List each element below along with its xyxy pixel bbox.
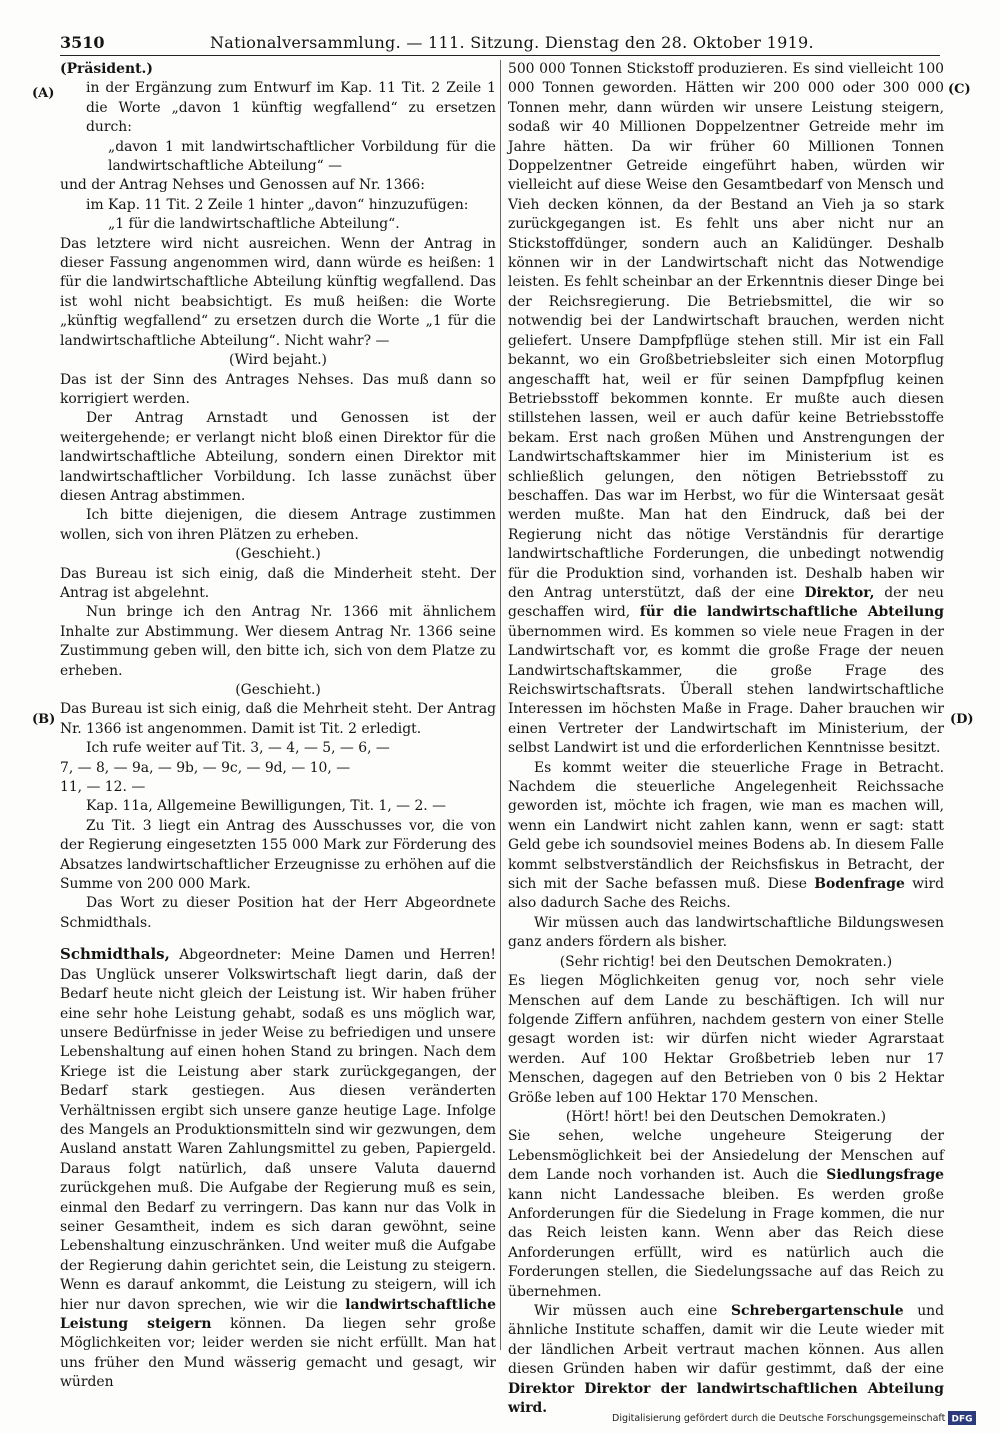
speech-text: und ähnliche Institute schaffen, damit wir die Leute wieder mit der ländlichen Arbeit vertraut machen können. Aus allen diesen Gründen haben wir dafür gestimmt, daß der eine xyxy=(508,1303,944,1378)
emphasis: Direktor Direktor der landwirtschaftlichen Abteilung wird. xyxy=(508,1380,944,1417)
page-number: 3510 xyxy=(60,33,105,52)
interjection: (Hört! hört! bei den Deutschen Demokraten.) xyxy=(565,1108,887,1125)
motion-text: im Kap. 11 Tit. 2 Zeile 1 hinter „davon“ hinzuzufügen: xyxy=(86,196,469,213)
paragraph: Das letztere wird nicht ausreichen. Wenn der Antrag in dieser Fassung angenommen wird, dann würde es heißen: 1 für die landwirtschaftliche Abteilung künftig wegfallend. Das ist wohl nicht beabsichtigt. Es muß heißen: die Worte „künftig wegfallend“ zu ersetzen durch die Worte „1 für die landwirtschaftliche Abteilung“. Nicht wahr? — xyxy=(60,235,496,349)
speech-text: der neu geschaffen wird, xyxy=(508,584,944,621)
margin-marker-a: (A) xyxy=(32,86,55,101)
paragraph: Nun bringe ich den Antrag Nr. 1366 mit ähnlichem Inhalte zur Abstimmung. Wer diesem Antrag Nr. 1366 seine Zustimmung geben will, den bitte ich, sich von dem Platze zu erheben. xyxy=(60,604,496,679)
paragraph: und der Antrag Nehses und Genossen auf Nr. 1366: xyxy=(60,177,425,194)
speech-text: Es kommt weiter die steuerliche Frage in Betracht. Nachdem die steuerliche Angelegenheit Reichssache geworden ist, möchte ich fragen, wie man es machen will, wenn ein Landwirt nicht zahlen kann, wenn er sagt: statt Geld gebe ich soundsoviel meines Bodens ab. In diesem Falle kommt selbstverständlich der Reichsfiskus in Betracht, der sich mit der Sache befassen muß. Diese xyxy=(508,759,944,893)
paragraph: Das Bureau ist sich einig, daß die Mehrheit steht. Der Antrag Nr. 1366 ist angenommen. Damit ist Tit. 2 erledigt. xyxy=(60,701,496,737)
paragraph: Wir müssen auch das landwirtschaftliche Bildungswesen ganz anders fördern als bisher. xyxy=(508,914,944,951)
dfg-logo-icon xyxy=(948,1411,976,1425)
margin-marker-d: (D) xyxy=(950,712,974,727)
paragraph: Das ist der Sinn des Antrages Nehses. Das muß dann so korrigiert werden. xyxy=(60,371,496,407)
emphasis: für die landwirtschaftliche Abteilung xyxy=(639,604,944,621)
page-header xyxy=(60,33,940,55)
motion-text: in der Ergänzung zum Entwurf im Kap. 11 Tit. 2 Zeile 1 die Worte „davon 1 künftig wegfallend“ zu ersetzen durch: xyxy=(86,80,496,136)
paragraph: Das Wort zu dieser Position hat der Herr Abgeordnete Schmidthals. xyxy=(60,895,496,931)
margin-marker-b: (B) xyxy=(32,712,56,727)
speech-text: können. Da liegen sehr große Möglichkeiten vor; leider werden sie nicht erfüllt. Man hat uns früher den Mund wässerig gemacht und gesagt, wir würden xyxy=(60,1316,496,1391)
speaker-name: Schmidthals, xyxy=(60,945,170,964)
speech-text: Wir müssen auch eine xyxy=(534,1303,731,1319)
speech-text: übernommen wird. Es kommen so viele neue Fragen in der Landwirtschaft vor, es kommt die große Frage der neuen Landwirtschaftskammer, die große Frage des Reichswirtschaftsrats. Überall stehen landwirtschaftliche Interessen im höchsten Maße in Frage. Daher brauchen wir einen Vertreter der Landwirtschaft im Ministerium, der selbst Landwirt ist und die erforderlichen Kenntnisse besitzt. xyxy=(508,623,944,757)
digitization-credit: Digitalisierung gefördert durch die Deutsche Forschungsgemeinschaft xyxy=(612,1413,946,1424)
paragraph: Es liegen Möglichkeiten genug vor, noch sehr viele Menschen auf dem Lande zu beschäftigen. Ich will nur folgende Ziffern anführen, nachdem gestern von einer Stelle gesagt worden ist: wir dürfen nicht wieder Agrarstaat werden. Auf 100 Hektar Großbetrieb leben nur 17 Menschen, dagegen auf den Betrieben von 0 bis 2 Hektar Größe leben auf 100 Hektar 170 Menschen. xyxy=(508,973,944,1106)
emphasis: Bodenfrage xyxy=(814,876,905,893)
speech-schmidthals xyxy=(60,945,496,1392)
paragraph xyxy=(508,60,944,759)
interjection: (Geschieht.) xyxy=(235,682,321,698)
dfg-logo-text: DFG xyxy=(951,1414,973,1425)
paragraph: Das Bureau ist sich einig, daß die Minderheit steht. Der Antrag ist abgelehnt. xyxy=(60,565,496,601)
emphasis: Schrebergartenschule xyxy=(730,1303,904,1319)
paragraph: Ich bitte diejenigen, die diesem Antrage zustimmen wollen, sich von ihren Plätzen zu erheben. xyxy=(60,507,496,543)
motion-quote: „1 für die landwirtschaftliche Abteilung“. xyxy=(108,216,400,233)
right-column xyxy=(508,60,945,1417)
emphasis: Direktor, xyxy=(804,584,875,601)
paragraph: Ich rufe weiter auf Tit. 3, — 4, — 5, — 6, — 7, — 8, — 9a, — 9b, — 9c, — 9d, — 10, — 11, — 12. — xyxy=(60,740,390,796)
paragraph xyxy=(508,1127,944,1302)
speech-text: kann nicht Landessache bleiben. Es werden große Anforderungen für die Siedelung in Frage kommen, die nur das Reich leisten kann. Wenn aber das Reich diese Anforderungen erfüllt, wird es natürlich auch die Forderungen stellen, die Siedelungssache auf das Reich zu übernehmen. xyxy=(508,1186,944,1300)
paragraph xyxy=(508,759,944,914)
running-title: Nationalversammlung. — 111. Sitzung. Dienstag den 28. Oktober 1919. xyxy=(210,33,814,52)
column-divider xyxy=(500,60,501,1350)
interjection: (Sehr richtig! bei den Deutschen Demokraten.) xyxy=(559,953,893,970)
emphasis: landwirtschaftliche Leistung steigern xyxy=(60,1296,496,1332)
speech-text: Abgeordneter: Meine Damen und Herren! Das Unglück unserer Volkswirtschaft liegt darin, daß der Bedarf heute nicht gleich der Leistung ist. Wir haben früher eine sehr hohe Leistung gehabt, sodaß es uns möglich war, unsere Bedürfnisse in jeder Weise zu befriedigen und unsere Lebenshaltung auf einen hohen Stand zu bringen. Nach dem Kriege ist die Leistung aber stark zurückgegangen, der Bedarf stark gestiegen. Aus diesen veränderten Verhältnissen ergibt sich unsere ganze heutige Lage. Infolge des Mangels an Produktionsmitteln sind wir gezwungen, dem Ausland anstatt Waren Zahlungsmittel zu geben, Papiergeld. Daraus folgt natürlich, daß unsere Valuta dauernd zurückgehen muß. Die Aufgabe der Regierung muß es sein, einmal den Bedarf zu verringern. Das kann nur das Volk in seiner Gesamtheit, indem es sich daran gewöhnt, seine Lebenshaltung einzuschränken. Und weiter muß die Aufgabe der Regierung dahin gerichtet sein, die Leistung zu steigern. Wenn es darauf ankommt, die Leistung zu steigern, will ich hier nur davon sprechen, wie wir die xyxy=(60,947,496,1313)
paragraph xyxy=(508,1302,944,1418)
margin-marker-c: (C) xyxy=(948,82,971,97)
speech-text: Sie sehen, welche ungeheure Steigerung der Lebensmöglichkeit bei der Ansiedelung der Menschen auf dem Lande noch vorhanden ist. Auch die xyxy=(508,1128,944,1184)
speech-text: wird also dadurch Sache des Reichs. xyxy=(508,876,945,912)
paragraph: Der Antrag Arnstadt und Genossen ist der weitergehende; er verlangt nicht bloß einen Direktor für die landwirtschaftliche Abteilung, sondern einen Direktor mit landwirtschaftlicher Vorbildung. Ich lasse zunächst über diesen Antrag abstimmen. xyxy=(60,410,496,504)
interjection: (Wird bejaht.) xyxy=(229,352,327,369)
paragraph: Kap. 11a, Allgemeine Bewilligungen, Tit. 1, — 2. — xyxy=(86,798,447,815)
motion-quote: „davon 1 mit landwirtschaftlicher Vorbildung für die landwirtschaftliche Abteilung“ — xyxy=(108,138,496,175)
speaker-praesident: (Präsident.) xyxy=(60,61,153,77)
emphasis: Siedlungsfrage xyxy=(826,1167,944,1184)
header-rule xyxy=(60,55,940,56)
interjection: (Geschieht.) xyxy=(235,546,321,563)
speech-text: 500 000 Tonnen Stickstoff produzieren. Es sind vielleicht 100 000 Tonnen geworden. Hätten wir 200 000 oder 300 000 Tonnen mehr, dann würden wir unsere Leistung steigern, sodaß wir 40 Millionen Doppelzentner Getreide mehr im Jahre hätten. Da wir früher 60 Millionen Tonnen Doppelzentner Getreide eingeführt haben, würden wir vielleicht auf diese Weise den Gesamtbedarf von Mensch und Vieh decken können, da der Bestand an Vieh ja so stark zurückgegangen ist. Es fehlt uns aber nicht nur an Stickstoffdünger, sondern auch an Kalidünger. Deshalb können wir in der Landwirtschaft nicht das Notwendige leisten. Es fehlt scheinbar an der Erkenntnis dieser Dinge bei der Reichsregierung. Die Betriebsmittel, die wir so notwendig bei der Landwirtschaft brauchen, werden nicht geliefert. Unsere Dampfpflüge stehen still. Mir ist ein Fall bekannt, wo ein Großbetriebsleiter sich einen Motorpflug angeschafft hat, weil er für seinen Dampfpflug keinen Betriebsstoff bekommen konnte. Er mußte auch diesen stillstehen lassen, weil er auch dafür keine Betriebsstoffe bekam. Erst nach großen Mühen und Anstrengungen der Landwirtschaftskammer hier im Ministerium ist es schließlich gelungen, den nötigen Betriebsstoff zu beschaffen. Das war im Herbst, wo für die Wintersaat gesät werden mußte. Man hat den Eindruck, daß bei der Regierung nicht das nötige Verständnis für derartige landwirtschaftliche Forderungen, die unbedingt notwendig für die Produktion sind, vorhanden ist. Deshalb haben wir den Antrag unterstützt, daß der eine xyxy=(508,61,944,601)
paragraph: Zu Tit. 3 liegt ein Antrag des Ausschusses vor, die von der Regierung eingesetzten 155 000 Mark zur Förderung des Absatzes landwirtschaftlicher Erzeugnisse zu erhöhen auf die Summe von 200 000 Mark. xyxy=(60,817,497,893)
left-column xyxy=(60,60,497,1391)
